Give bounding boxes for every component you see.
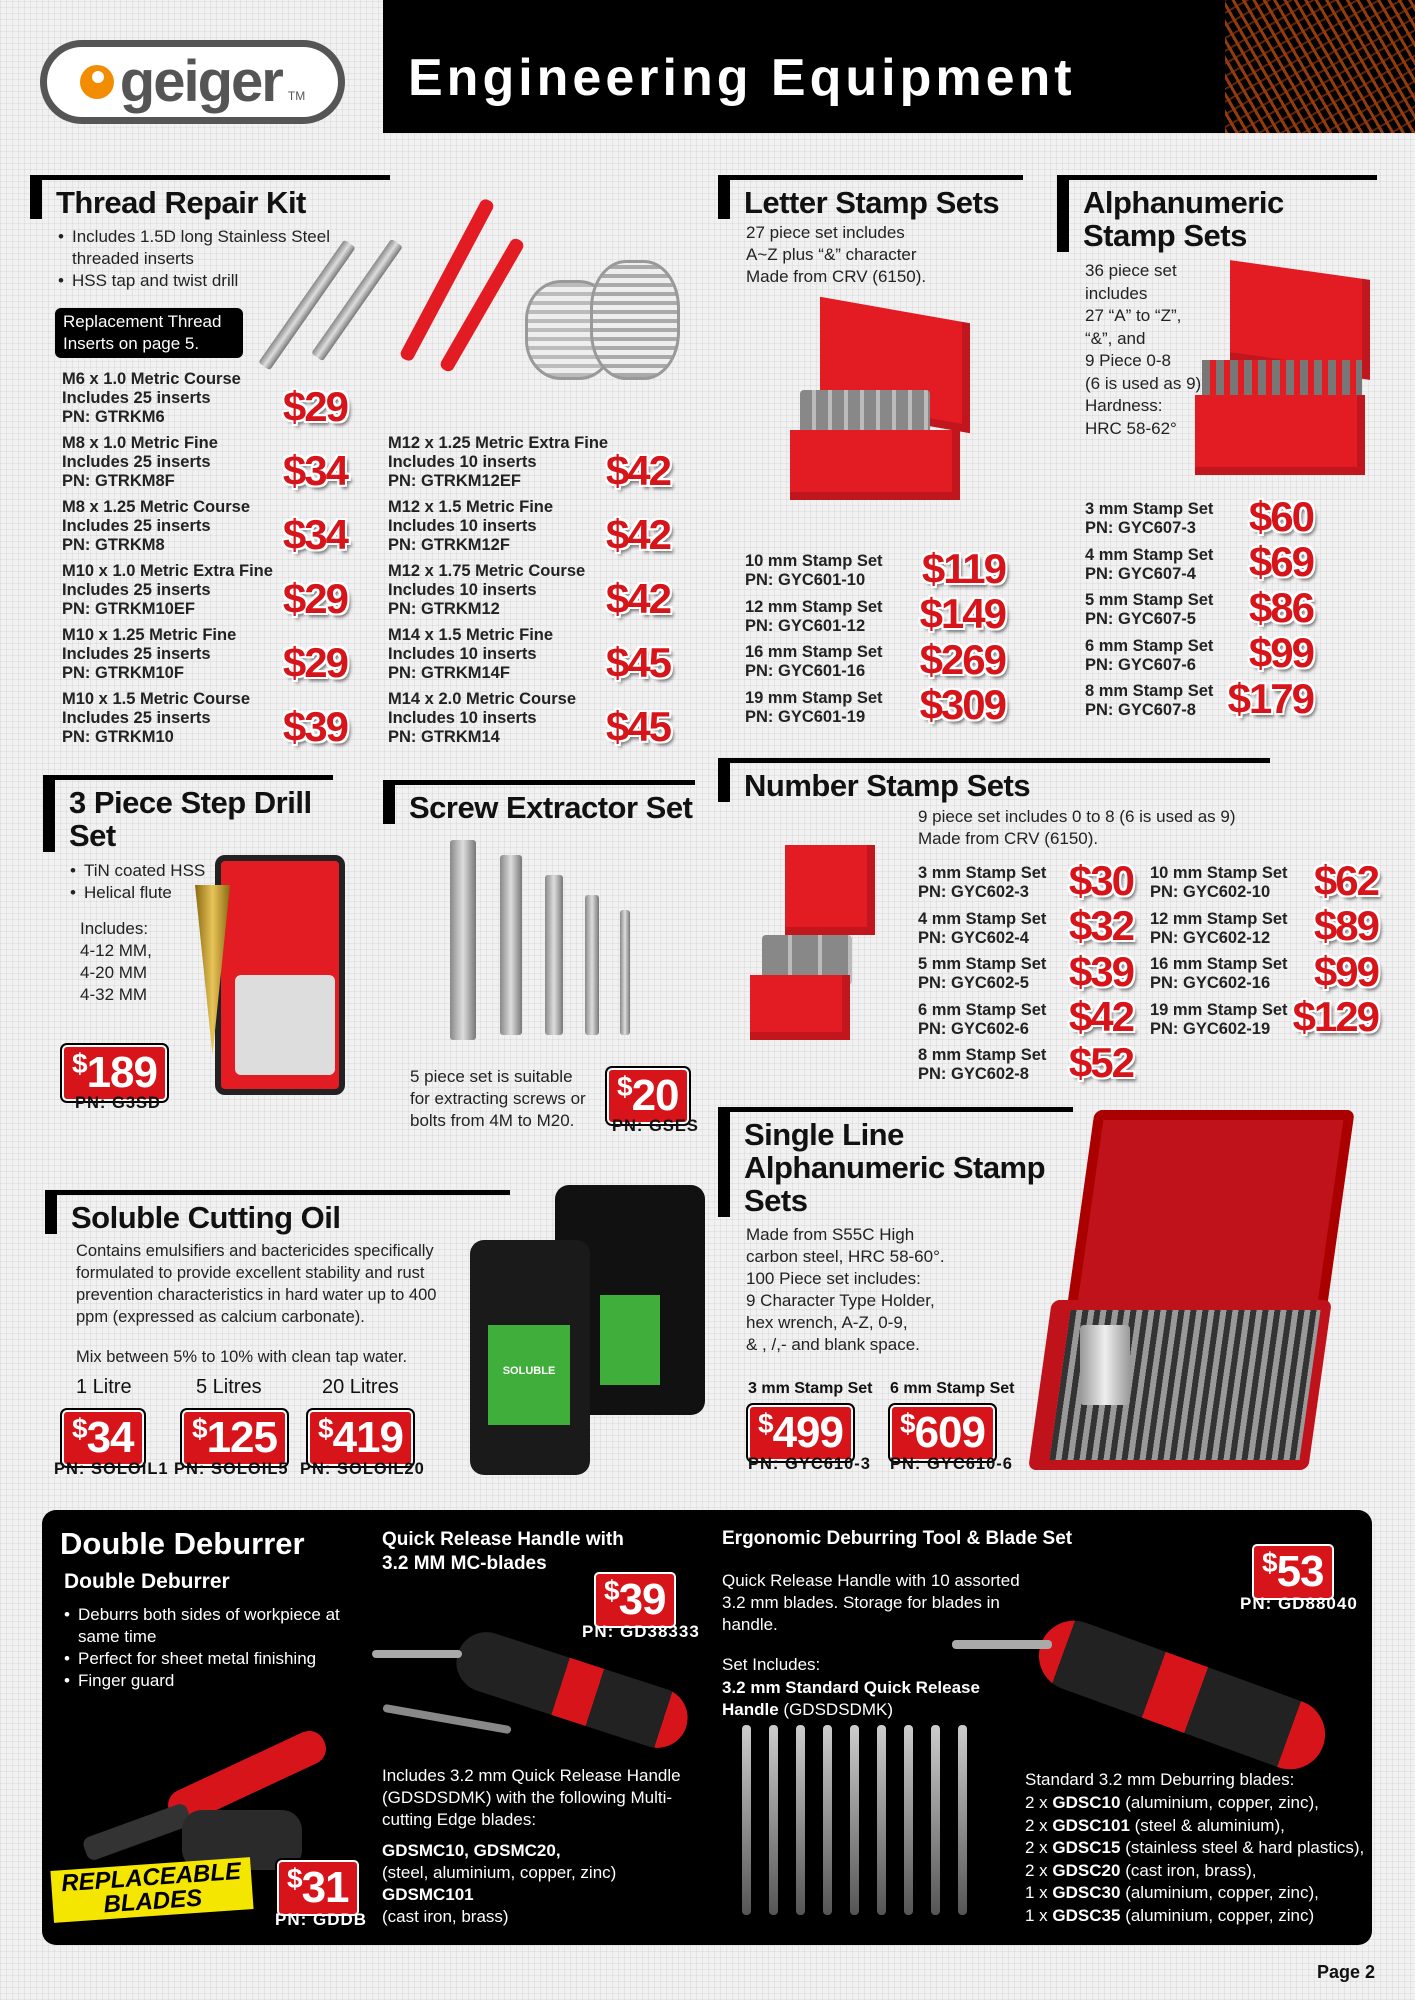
- oil-size-label: 5 Litres: [196, 1376, 262, 1398]
- letter-stamp-image: [780, 300, 1000, 510]
- row-title: 10 mm Stamp Set: [1150, 864, 1288, 882]
- quick-release-price: $39: [594, 1572, 676, 1628]
- row-pn: PN: GTRKM12F: [388, 536, 510, 554]
- quick-release-pn: PN: GD38333: [582, 1622, 700, 1641]
- desc-line: 100 Piece set includes:: [746, 1269, 921, 1288]
- single-desc: [746, 1224, 1006, 1356]
- price-value: 499: [772, 1408, 843, 1457]
- row-inserts: Includes 10 inserts: [388, 453, 537, 471]
- price-value: 419: [332, 1413, 403, 1462]
- row-title: M12 x 1.5 Metric Fine: [388, 498, 554, 516]
- desc-line: (6 is used as 9): [1085, 373, 1202, 393]
- row-price: $42: [605, 511, 670, 558]
- alphanumeric-stamp-title: Alphanumeric Stamp Sets: [1057, 175, 1377, 252]
- row-title: 16 mm Stamp Set: [1150, 955, 1288, 973]
- desc-line: for extracting screws or: [410, 1089, 586, 1108]
- desc-line: includes: [1085, 283, 1148, 303]
- product-row: [62, 562, 347, 626]
- alphanumeric-stamp-image: [1190, 270, 1380, 490]
- row-pn: PN: GYC602-10: [1150, 883, 1271, 901]
- oil-price: [182, 1410, 287, 1466]
- row-title: 8 mm Stamp Set: [918, 1046, 1047, 1064]
- blade-item: [1025, 1815, 1364, 1838]
- row-price: $34: [282, 447, 347, 494]
- replaceable-blades-badge: REPLACEABLE BLADES: [50, 1857, 253, 1923]
- quick-release-image: [372, 1620, 692, 1750]
- number-stamp-list-2: [1150, 856, 1378, 1046]
- ergo-pn: PN: GD88040: [1240, 1594, 1358, 1613]
- replacement-note: Replacement Thread Inserts on page 5.: [55, 308, 243, 358]
- single-line-stamp-image: [1040, 1110, 1340, 1470]
- row-price: $42: [605, 575, 670, 622]
- screw-extractor-pn: PN: GSES: [612, 1117, 699, 1135]
- desc-line: & , /,- and blank space.: [746, 1335, 920, 1354]
- price-value: 125: [206, 1413, 277, 1462]
- row-inserts: Includes 10 inserts: [388, 581, 537, 599]
- ergo-handle-image: [952, 1610, 1352, 1760]
- row-pn: PN: GYC602-5: [918, 974, 1029, 992]
- row-title: M8 x 1.25 Metric Course: [62, 498, 250, 516]
- product-row: [388, 562, 670, 626]
- bullet: • Perfect for sheet metal finishing: [64, 1648, 354, 1670]
- row-pn: PN: GTRKM14: [388, 728, 500, 746]
- number-stamp-title: Number Stamp Sets: [718, 758, 1270, 802]
- row-price: $309: [919, 681, 1005, 728]
- number-stamp-image: [750, 845, 890, 1045]
- row-price: $62: [1313, 856, 1378, 904]
- single-opt1-label: 3 mm Stamp Set: [748, 1380, 873, 1397]
- row-title: 3 mm Stamp Set: [1085, 500, 1214, 518]
- row-pn: PN: GYC602-16: [1150, 974, 1271, 992]
- oil-pn: PN: SOLOIL5: [174, 1460, 289, 1478]
- quick-release-desc: Includes 3.2 mm Quick Release Handle (GDSDSDMK) with the following Multi-cutting Edge blades:: [382, 1766, 681, 1829]
- row-title: M10 x 1.25 Metric Fine: [62, 626, 237, 644]
- blade-use: (aluminium, copper, zinc): [1125, 1905, 1315, 1925]
- ergo-set-item: [722, 1677, 982, 1721]
- desc-line: 4-32 MM: [80, 985, 148, 1004]
- price-value: 53: [1276, 1547, 1324, 1596]
- desc-line: 9 Piece 0-8: [1085, 351, 1171, 370]
- row-pn: PN: GYC601-12: [745, 616, 866, 635]
- single-opt2-pn: PN: GYC610-6: [890, 1455, 1013, 1473]
- row-title: M6 x 1.0 Metric Course: [62, 370, 241, 388]
- row-pn: PN: GYC607-8: [1085, 701, 1196, 719]
- row-pn: PN: GYC607-6: [1085, 655, 1196, 674]
- row-title: 12 mm Stamp Set: [745, 597, 883, 616]
- blade-use: (aluminium, copper, zinc),: [1125, 1883, 1319, 1902]
- blade-item: [1025, 1860, 1364, 1883]
- soluble-oil-title: Soluble Cutting Oil: [45, 1190, 510, 1234]
- ergo-price: $53: [1252, 1544, 1334, 1600]
- row-price: $42: [1068, 993, 1133, 1040]
- logo-dot-icon: [80, 65, 114, 99]
- blade-set-image: [742, 1725, 1002, 1925]
- row-title: 6 mm Stamp Set: [1085, 636, 1214, 655]
- quick-release-title: Quick Release Handle with 3.2 MM MC-blades: [382, 1529, 624, 1574]
- product-row: [388, 498, 670, 562]
- desc-line: Made from CRV (6150).: [746, 267, 927, 286]
- row-inserts: Includes 25 inserts: [62, 581, 211, 599]
- desc-line: bolts from 4M to M20.: [410, 1111, 575, 1130]
- row-title: M10 x 1.0 Metric Extra Fine: [62, 562, 273, 580]
- product-row: [388, 626, 670, 690]
- desc-line: carbon steel, HRC 58-60°.: [746, 1247, 945, 1266]
- product-row: [62, 626, 347, 690]
- desc-line: 27 piece set includes: [746, 223, 905, 242]
- row-inserts: Includes 10 inserts: [388, 645, 537, 663]
- screw-extractor-title: Screw Extractor Set: [383, 780, 695, 824]
- desc-line: 5 piece set is suitable: [410, 1067, 573, 1086]
- row-title: 19 mm Stamp Set: [1150, 1000, 1288, 1019]
- row-pn: PN: GTRKM8F: [62, 472, 175, 490]
- product-row: [1085, 674, 1313, 728]
- row-title: 16 mm Stamp Set: [745, 643, 883, 661]
- row-inserts: Includes 25 inserts: [62, 389, 211, 407]
- single-opt2-label: 6 mm Stamp Set: [890, 1380, 1015, 1397]
- row-pn: PN: GYC607-3: [1085, 519, 1196, 537]
- row-price: $149: [919, 590, 1005, 637]
- desc-line: Made from S55C High: [746, 1225, 915, 1244]
- desc-line: HRC 58-62°: [1085, 418, 1177, 438]
- geiger-logo: [40, 40, 345, 124]
- single-opt1-price: $499: [748, 1405, 853, 1461]
- set-item-name: 3.2 mm Standard Quick Release Handle: [722, 1678, 980, 1719]
- row-inserts: Includes 10 inserts: [388, 709, 537, 727]
- blade-uses-2: (cast iron, brass): [382, 1907, 509, 1926]
- deburrer-bullets: [64, 1604, 354, 1692]
- row-price: $119: [921, 544, 1005, 592]
- desc-line: 27 “A” to “Z”,: [1085, 306, 1182, 325]
- page-number: Page 2: [1316, 1962, 1375, 1982]
- blade-item: [1025, 1792, 1364, 1815]
- screw-extractor-image: [440, 840, 650, 1050]
- desc-line: 4-12 MM,: [80, 941, 152, 960]
- row-pn: PN: GYC602-4: [918, 928, 1029, 947]
- row-price: $60: [1248, 492, 1313, 540]
- product-row: [62, 434, 347, 498]
- oil-pn: PN: SOLOIL20: [300, 1460, 425, 1478]
- extractor-desc: [410, 1066, 610, 1132]
- row-price: $29: [282, 639, 347, 686]
- product-row: [388, 434, 670, 498]
- blade-item: [1025, 1882, 1364, 1905]
- desc-line: Hardness:: [1085, 396, 1163, 415]
- banner-texture: [1225, 0, 1415, 133]
- currency: $: [192, 1413, 207, 1444]
- row-price: $29: [282, 383, 347, 430]
- logo-text: geiger: [119, 49, 282, 114]
- row-price: $129: [1292, 993, 1378, 1040]
- row-pn: PN: GYC601-16: [745, 662, 866, 680]
- row-pn: PN: GYC602-8: [918, 1065, 1029, 1083]
- product-row: [1150, 993, 1378, 1047]
- blade-codes-1: GDSMC10, GDSMC20,: [382, 1841, 561, 1860]
- row-inserts: Includes 10 inserts: [388, 517, 537, 535]
- desc-line: hex wrench, A-Z, 0-9,: [746, 1313, 908, 1332]
- row-price: $29: [282, 575, 347, 622]
- row-inserts: Includes 25 inserts: [62, 453, 211, 471]
- row-pn: PN: GTRKM12EF: [388, 472, 521, 490]
- row-pn: PN: GTRKM10F: [62, 664, 184, 682]
- ergo-set-label: Set Includes:: [722, 1655, 821, 1674]
- row-price: $39: [282, 703, 347, 750]
- row-title: 8 mm Stamp Set: [1085, 682, 1214, 700]
- product-row: [62, 370, 347, 434]
- row-title: 4 mm Stamp Set: [1085, 545, 1214, 564]
- blade-uses-1: (steel, aluminium, copper, zinc): [382, 1863, 617, 1882]
- bottle-label: SOLUBLE: [488, 1325, 570, 1425]
- product-row: [918, 1038, 1133, 1092]
- row-pn: PN: GYC602-19: [1150, 1019, 1271, 1038]
- price-value: 189: [86, 1048, 157, 1097]
- row-price: $269: [919, 635, 1005, 683]
- blade-use: (aluminium, copper, zinc),: [1125, 1793, 1319, 1812]
- row-pn: PN: GYC601-10: [745, 571, 866, 589]
- product-row: [745, 681, 1005, 735]
- header-banner: [383, 0, 1415, 133]
- row-pn: PN: GTRKM10EF: [62, 600, 195, 618]
- desc-line: 4-20 MM: [80, 963, 148, 982]
- letter-stamp-list: [745, 544, 1005, 734]
- single-line-stamp-title: Single Line Alphanumeric Stamp Sets: [718, 1107, 1073, 1217]
- blade-list: [1025, 1792, 1364, 1927]
- row-inserts: Includes 25 inserts: [62, 517, 211, 535]
- blade-qty: 2 x: [1025, 1860, 1048, 1880]
- oil-size-label: 20 Litres: [322, 1376, 399, 1398]
- step-drill-pn: PN: G3SD: [75, 1094, 161, 1112]
- page-title: Engineering Equipment: [408, 49, 1076, 107]
- product-row: [62, 498, 347, 562]
- bullet: • TiN coated HSS: [70, 860, 230, 882]
- row-price: $52: [1068, 1038, 1133, 1086]
- row-pn: PN: GTRKM8: [62, 536, 165, 554]
- row-price: $39: [1068, 947, 1133, 995]
- blade-qty: 2 x: [1025, 1838, 1048, 1857]
- row-title: 6 mm Stamp Set: [918, 1000, 1047, 1019]
- bullet: • Deburrs both sides of workpiece at same time: [64, 1604, 354, 1648]
- desc-line: Includes:: [80, 919, 149, 938]
- single-opt1-pn: PN: GYC610-3: [748, 1455, 871, 1473]
- step-drill-price: $189: [62, 1045, 167, 1101]
- oil-size-label: 1 Litre: [76, 1376, 132, 1398]
- blade-codes-2: GDSMC101: [382, 1885, 474, 1904]
- screw-extractor-price: $20: [607, 1068, 689, 1124]
- blade-code: GDSC30: [1052, 1883, 1121, 1902]
- row-title: M10 x 1.5 Metric Course: [62, 690, 250, 708]
- row-pn: PN: GTRKM14F: [388, 664, 510, 682]
- desc-line: “&”, and: [1085, 328, 1146, 348]
- row-price: $30: [1068, 856, 1133, 904]
- blade-code: GDSC20: [1052, 1860, 1121, 1880]
- double-deburrer-pn: PN: GDDB: [275, 1910, 368, 1929]
- drill-includes: [80, 918, 200, 1006]
- price-value: 39: [618, 1575, 666, 1624]
- blade-item: [1025, 1837, 1364, 1860]
- row-pn: PN: GTRKM12: [388, 600, 500, 618]
- oil-bottles-image: [470, 1185, 705, 1475]
- row-title: M12 x 1.25 Metric Extra Fine: [388, 434, 609, 452]
- row-inserts: Includes 25 inserts: [62, 709, 211, 727]
- desc-line: A~Z plus “&” character: [746, 245, 917, 264]
- bullet: • HSS tap and twist drill: [58, 270, 358, 292]
- row-pn: PN: GYC602-6: [918, 1019, 1029, 1038]
- thread-kit-image: [290, 190, 690, 390]
- step-drill-image: [195, 855, 355, 1105]
- row-pn: PN: GYC607-5: [1085, 610, 1196, 628]
- thread-left-list: [62, 370, 347, 754]
- row-price: $42: [605, 447, 670, 494]
- row-title: 3 mm Stamp Set: [918, 864, 1047, 882]
- number-desc: [918, 806, 1338, 850]
- row-title: M14 x 1.5 Metric Fine: [388, 626, 554, 644]
- row-title: 5 mm Stamp Set: [918, 955, 1047, 973]
- blade-code: GDSC35: [1052, 1905, 1121, 1925]
- oil-price: [62, 1410, 144, 1466]
- row-price: $45: [605, 703, 670, 750]
- alphanumeric-stamp-list: [1085, 492, 1313, 728]
- row-price: $32: [1068, 902, 1133, 949]
- deburrer-heading: Double Deburrer: [60, 1526, 305, 1561]
- row-price: $99: [1313, 947, 1378, 995]
- blade-code: GDSC15: [1052, 1838, 1121, 1857]
- desc-line: 9 Character Type Holder,: [746, 1291, 935, 1310]
- row-title: M8 x 1.0 Metric Fine: [62, 434, 218, 452]
- ergo-title: Ergonomic Deburring Tool & Blade Set: [722, 1528, 1073, 1549]
- row-inserts: Includes 25 inserts: [62, 645, 211, 663]
- currency: $: [318, 1413, 333, 1444]
- price-value: 34: [86, 1413, 134, 1462]
- blades-title: Standard 3.2 mm Deburring blades:: [1025, 1770, 1295, 1789]
- thread-repair-title: Thread Repair Kit: [30, 175, 390, 219]
- blade-qty: 1 x: [1025, 1883, 1048, 1902]
- set-item-code: (GDSDSDMK): [783, 1700, 893, 1719]
- row-pn: PN: GTRKM10: [62, 728, 174, 746]
- bullet: • Finger guard: [64, 1670, 354, 1692]
- row-pn: PN: GTRKM6: [62, 408, 165, 426]
- row-title: 4 mm Stamp Set: [918, 909, 1047, 928]
- logo-tm: TM: [287, 89, 306, 103]
- blade-item: [1025, 1905, 1364, 1928]
- row-title: 12 mm Stamp Set: [1150, 909, 1288, 928]
- bullet: • Includes 1.5D long Stainless Steel threaded inserts: [58, 226, 358, 270]
- row-price: $179: [1227, 674, 1313, 722]
- number-stamp-list-1: [918, 856, 1133, 1092]
- blade-qty: 2 x: [1025, 1793, 1048, 1812]
- oil-desc: Contains emulsifiers and bactericides specifically formulated to provide excellent stability and rust prevention characteristics in hard water up to 400 ppm (expressed as calcium carbonate).: [76, 1242, 437, 1326]
- row-title: M12 x 1.75 Metric Course: [388, 562, 586, 580]
- row-price: $69: [1248, 538, 1313, 585]
- row-price: $99: [1248, 629, 1313, 676]
- oil-price: [308, 1410, 413, 1466]
- letter-desc: [746, 222, 996, 288]
- letter-stamp-title: Letter Stamp Sets: [718, 175, 1023, 219]
- row-title: 10 mm Stamp Set: [745, 552, 883, 570]
- blade-qty: 2 x: [1025, 1815, 1048, 1835]
- row-pn: PN: GYC601-19: [745, 707, 866, 726]
- blade-qty: 1 x: [1025, 1905, 1048, 1925]
- row-price: $86: [1248, 583, 1313, 631]
- blade-use: (steel & aluminium),: [1134, 1815, 1285, 1835]
- price-value: 609: [914, 1408, 985, 1457]
- product-row: [62, 690, 347, 754]
- row-price: $34: [282, 511, 347, 558]
- oil-mix: Mix between 5% to 10% with clean tap water.: [76, 1348, 408, 1366]
- row-title: 5 mm Stamp Set: [1085, 591, 1214, 609]
- row-price: $45: [605, 639, 670, 686]
- currency: $: [72, 1413, 87, 1444]
- step-drill-title: 3 Piece Step Drill Set: [43, 775, 333, 852]
- deburrer-subtitle: Double Deburrer: [64, 1570, 230, 1593]
- bullet: • Helical flute: [70, 882, 230, 904]
- blade-use: (cast iron, brass),: [1125, 1860, 1257, 1880]
- double-deburrer-price: $31: [277, 1860, 359, 1916]
- price-value: 20: [631, 1071, 679, 1120]
- thread-right-list: [388, 434, 670, 754]
- row-pn: PN: GYC602-12: [1150, 928, 1271, 947]
- row-title: 19 mm Stamp Set: [745, 688, 883, 707]
- product-row: [388, 690, 670, 754]
- ergo-desc: Quick Release Handle with 10 assorted 3.2 mm blades. Storage for blades in handle.: [722, 1571, 1020, 1634]
- blade-code: GDSC10: [1052, 1793, 1121, 1812]
- desc-line: Made from CRV (6150).: [918, 829, 1099, 848]
- desc-line: 9 piece set includes 0 to 8 (6 is used as 9): [918, 807, 1236, 826]
- row-price: $89: [1313, 902, 1378, 949]
- blade-code: GDSC101: [1052, 1815, 1130, 1835]
- price-value: 31: [301, 1863, 349, 1912]
- single-opt2-price: $609: [890, 1405, 995, 1461]
- blade-use: (stainless steel & hard plastics),: [1125, 1838, 1365, 1857]
- oil-pn: PN: SOLOIL1: [54, 1460, 169, 1478]
- row-pn: PN: GYC607-4: [1085, 564, 1196, 583]
- row-pn: PN: GYC602-3: [918, 883, 1029, 901]
- deburrer-panel: [42, 1510, 1372, 1945]
- desc-line: 36 piece set: [1085, 261, 1177, 280]
- row-title: M14 x 2.0 Metric Course: [388, 690, 576, 708]
